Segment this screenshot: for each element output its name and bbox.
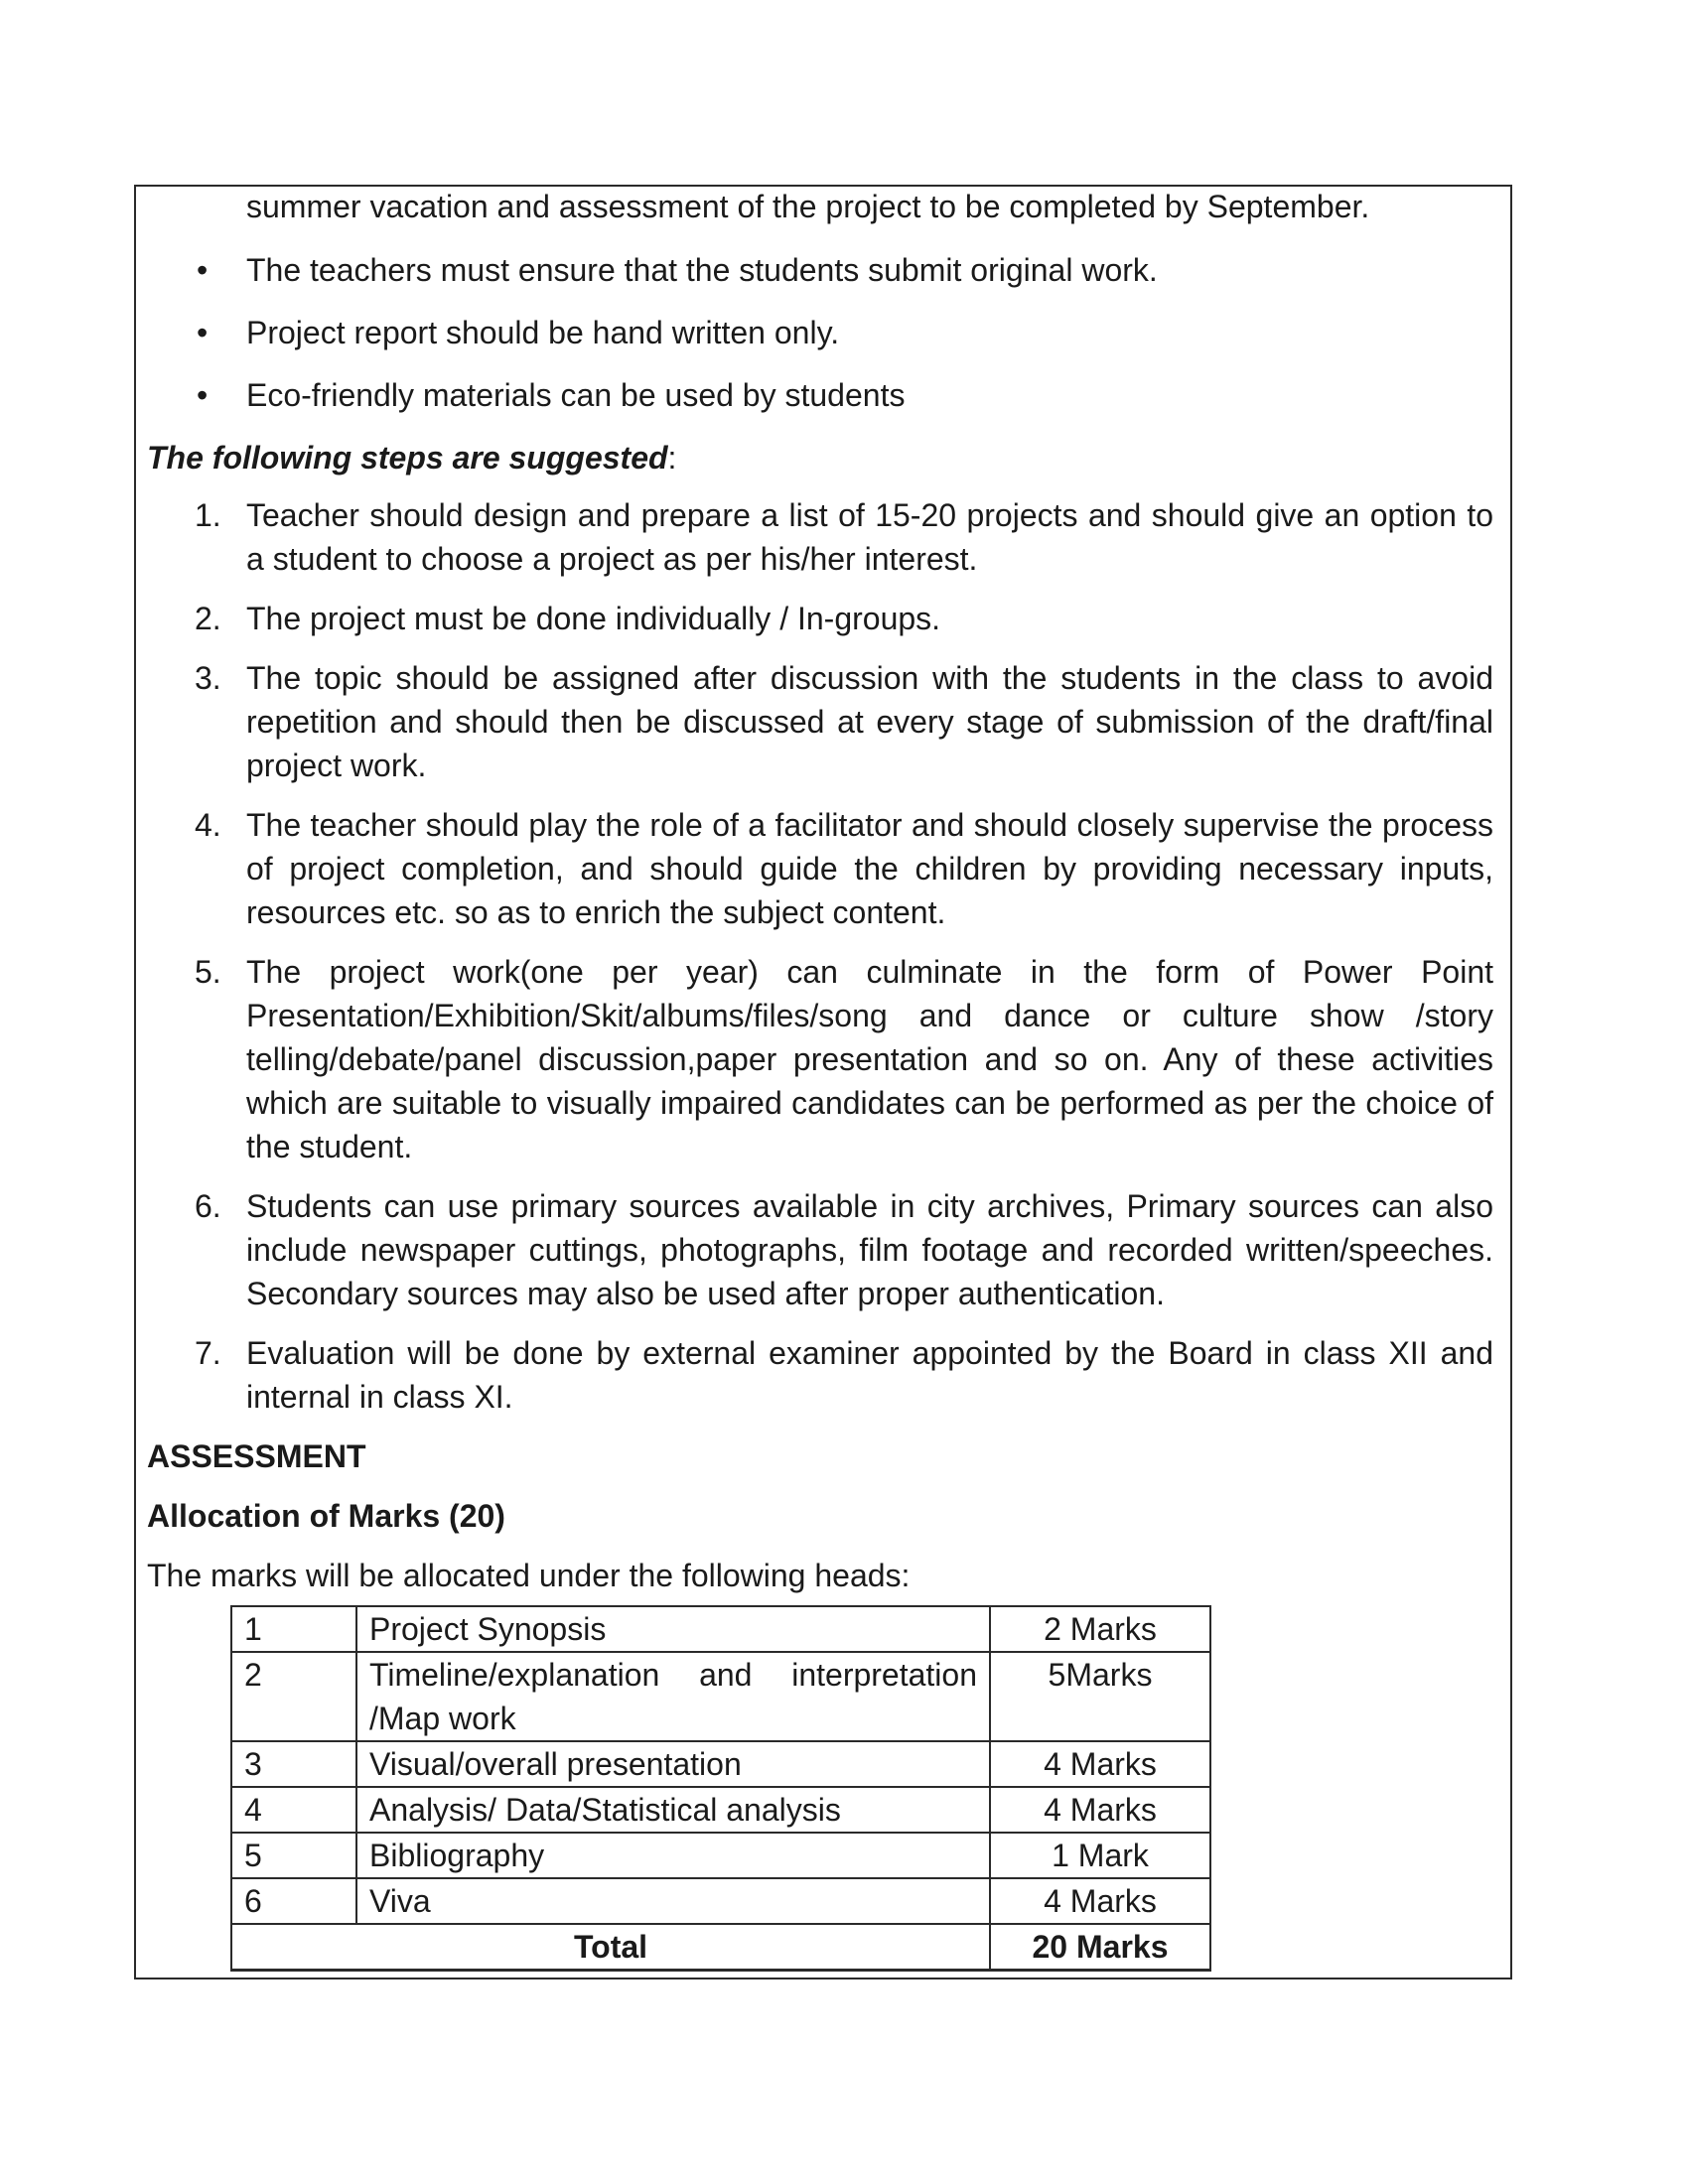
- step-number: 4.: [195, 807, 221, 843]
- allocation-intro: The marks will be allocated under the following heads:: [147, 1558, 911, 1593]
- document-body: [147, 185, 1493, 1972]
- allocation-heading: Allocation of Marks (20): [147, 1498, 505, 1534]
- assessment-head-cell: Viva: [356, 1878, 990, 1924]
- continuation-text: summer vacation and assessment of the project to be completed by September.: [246, 189, 1370, 224]
- step-number: 2.: [195, 601, 221, 636]
- marks-cell: 2 Marks: [990, 1606, 1210, 1652]
- assessment-heading: ASSESSMENT: [147, 1438, 366, 1474]
- row-number-cell: 1: [231, 1606, 356, 1652]
- steps-heading-colon: :: [667, 440, 677, 476]
- assessment-head-cell: Bibliography: [356, 1833, 990, 1878]
- steps-heading-text: The following steps are suggested: [147, 440, 668, 476]
- step-text: Evaluation will be done by external examiner appointed by the Board in class XII and internal in class XI.: [246, 1335, 1493, 1415]
- row-number-cell: 3: [231, 1741, 356, 1787]
- bullet-item: [147, 311, 1493, 354]
- step-item: [147, 1331, 1493, 1419]
- step-item: [147, 950, 1493, 1168]
- assessment-head-cell: Analysis/ Data/Statistical analysis: [356, 1787, 990, 1833]
- total-marks-cell: 20 Marks: [990, 1924, 1210, 1971]
- table-row: [231, 1652, 1210, 1741]
- table-row: [231, 1833, 1210, 1878]
- bullet-item: [147, 373, 1493, 417]
- row-number-cell: 4: [231, 1787, 356, 1833]
- table-row: [231, 1878, 1210, 1924]
- row-number-cell: 6: [231, 1878, 356, 1924]
- step-number: 3.: [195, 660, 221, 696]
- step-text: The project work(one per year) can culminate in the form of Power Point Presentation/Exhibition/Skit/albums/files/song and dance or culture show /story telling/debate/panel discussion,paper presentation and so on. Any of these activities which are suitable to visually impaired candidates can be performed as per the choice of the student.: [246, 954, 1493, 1164]
- bullet-text: Eco-friendly materials can be used by students: [246, 377, 906, 413]
- marks-allocation-table: [230, 1605, 1211, 1972]
- total-label-cell: Total: [231, 1924, 990, 1971]
- bullet-icon: •: [197, 377, 209, 413]
- guideline-bullet-list: [147, 248, 1493, 417]
- bullet-text: The teachers must ensure that the students submit original work.: [246, 252, 1158, 288]
- step-number: 1.: [195, 497, 221, 533]
- marks-cell: 1 Mark: [990, 1833, 1210, 1878]
- bullet-icon: •: [197, 252, 209, 288]
- table-row: [231, 1606, 1210, 1652]
- marks-cell: 5Marks: [990, 1652, 1210, 1741]
- row-number-cell: 5: [231, 1833, 356, 1878]
- step-text: The topic should be assigned after discussion with the students in the class to avoid repetition and should then be discussed at every stage of submission of the draft/final project work.: [246, 660, 1493, 783]
- step-number: 5.: [195, 954, 221, 990]
- step-number: 7.: [195, 1335, 221, 1371]
- assessment-head-cell: Project Synopsis: [356, 1606, 990, 1652]
- table-row: [231, 1787, 1210, 1833]
- marks-cell: 4 Marks: [990, 1741, 1210, 1787]
- step-text: The project must be done individually / In-groups.: [246, 601, 941, 636]
- bullet-text: Project report should be hand written only.: [246, 315, 840, 350]
- step-item: [147, 597, 1493, 640]
- total-row: [231, 1924, 1210, 1971]
- step-item: [147, 1184, 1493, 1315]
- suggested-steps-list: [147, 493, 1493, 1419]
- bullet-icon: •: [197, 315, 209, 350]
- assessment-head-cell: Visual/overall presentation: [356, 1741, 990, 1787]
- step-item: [147, 803, 1493, 934]
- step-item: [147, 656, 1493, 787]
- row-number-cell: 2: [231, 1652, 356, 1741]
- step-text: The teacher should play the role of a facilitator and should closely supervise the process of project completion, and should guide the children by providing necessary inputs, resources etc. so as to enrich the subject content.: [246, 807, 1493, 930]
- step-text: Students can use primary sources available in city archives, Primary sources can also include newspaper cuttings, photographs, film footage and recorded written/speeches. Secondary sources may also be used after proper authentication.: [246, 1188, 1493, 1311]
- step-item: [147, 493, 1493, 581]
- marks-cell: 4 Marks: [990, 1878, 1210, 1924]
- marks-cell: 4 Marks: [990, 1787, 1210, 1833]
- steps-heading: [147, 436, 1493, 479]
- step-text: Teacher should design and prepare a list of 15-20 projects and should give an option to a student to choose a project as per his/her interest.: [246, 497, 1493, 577]
- bullet-item: [147, 248, 1493, 292]
- table-row: [231, 1741, 1210, 1787]
- step-number: 6.: [195, 1188, 221, 1224]
- assessment-head-cell: Timeline/explanation and interpretation /Map work: [356, 1652, 990, 1741]
